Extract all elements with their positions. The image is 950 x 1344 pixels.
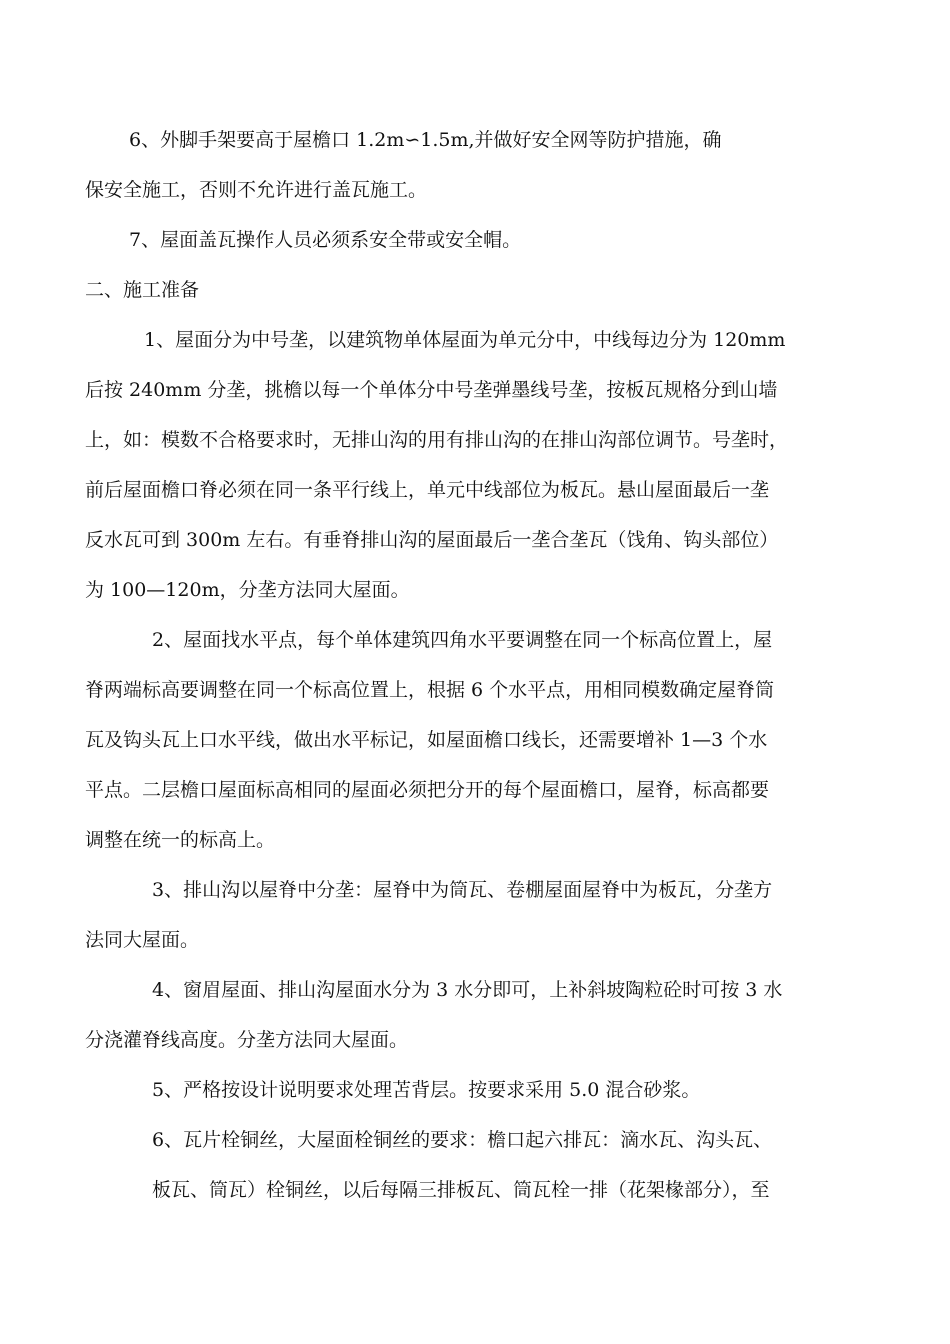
text-line: 后按 240mm 分垄，挑檐以每一个单体分中号垄弹墨线号垄，按板瓦规格分到山墙 <box>85 379 778 401</box>
text-line: 5、严格按设计说明要求处理苫背层。按要求采用 5.0 混合砂浆。 <box>152 1079 701 1101</box>
text-line: 法同大屋面。 <box>85 929 200 951</box>
text-line: 保安全施工，否则不允许进行盖瓦施工。 <box>85 179 428 201</box>
text-line: 6、外脚手架要高于屋檐口 1.2m∽1.5m,并做好安全网等防护措施，确 <box>129 129 722 151</box>
text-line: 反水瓦可到 300m 左右。有垂脊排山沟的屋面最后一垄合垄瓦（饯角、钩头部位） <box>85 529 779 551</box>
text-line: 6、瓦片栓铜丝，大屋面栓铜丝的要求：檐口起六排瓦：滴水瓦、沟头瓦、 <box>152 1129 773 1151</box>
text-line: 瓦及钩头瓦上口水平线，做出水平标记，如屋面檐口线长，还需要增补 1—3 个水 <box>85 729 768 751</box>
text-line: 1、屋面分为中号垄，以建筑物单体屋面为单元分中，中线每边分为 120mm <box>144 329 786 351</box>
text-line: 分浇灌脊线高度。分垄方法同大屋面。 <box>85 1029 409 1051</box>
text-line: 上，如：模数不合格要求时，无排山沟的用有排山沟的在排山沟部位调节。号垄时， <box>85 429 789 451</box>
text-line: 3、排山沟以屋脊中分垄：屋脊中为筒瓦、卷棚屋面屋脊中为板瓦，分垄方 <box>152 879 773 901</box>
text-line: 4、窗眉屋面、排山沟屋面水分为 3 水分即可，上补斜坡陶粒砼时可按 3 水 <box>152 979 783 1001</box>
text-line: 为 100—120m，分垄方法同大屋面。 <box>85 579 410 601</box>
text-line: 平点。二层檐口屋面标高相同的屋面必须把分开的每个屋面檐口，屋脊，标高都要 <box>85 779 770 801</box>
text-line: 前后屋面檐口脊必须在同一条平行线上，单元中线部位为板瓦。悬山屋面最后一垄 <box>85 479 770 501</box>
text-line: 脊两端标高要调整在同一个标高位置上，根据 6 个水平点，用相同模数确定屋脊筒 <box>85 679 775 701</box>
text-line: 调整在统一的标高上。 <box>85 829 276 851</box>
text-line: 2、屋面找水平点，每个单体建筑四角水平要调整在同一个标高位置上，屋 <box>152 629 773 651</box>
text-line: 板瓦、筒瓦）栓铜丝，以后每隔三排板瓦、筒瓦栓一排（花架椽部分），至 <box>152 1179 770 1201</box>
text-line: 7、屋面盖瓦操作人员必须系安全带或安全帽。 <box>129 229 522 251</box>
section-heading: 二、施工准备 <box>85 279 200 301</box>
